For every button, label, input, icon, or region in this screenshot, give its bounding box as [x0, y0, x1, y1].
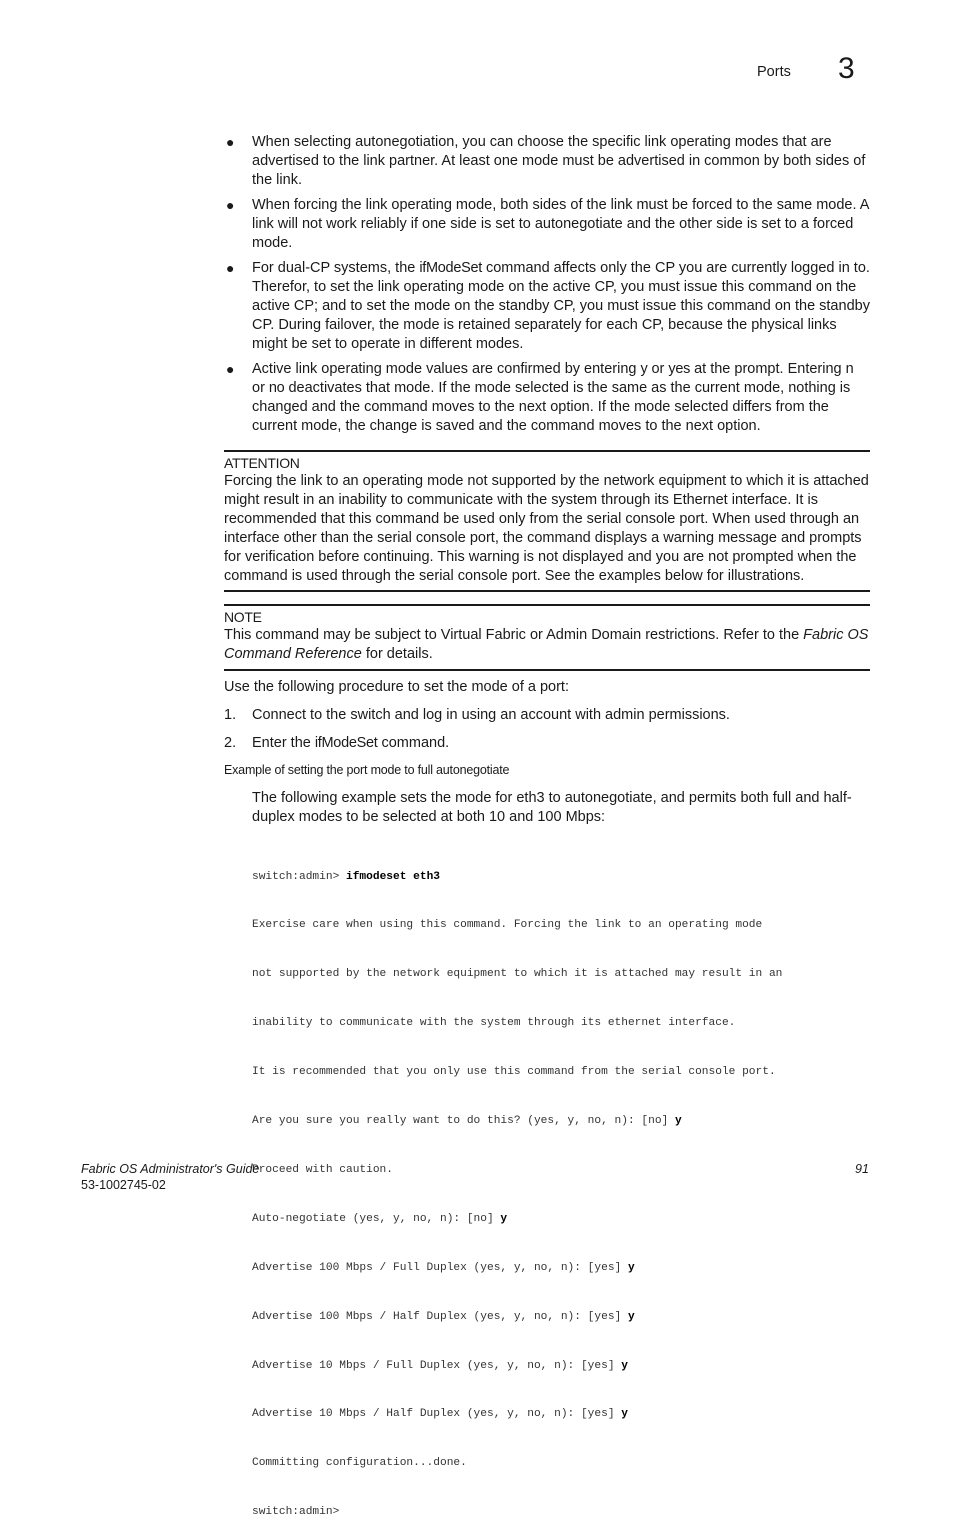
procedure-intro: Use the following procedure to set the mode of a port: [224, 679, 569, 695]
procedure-step: 1. Connect to the switch and log in using an account with admin permissions. [224, 707, 730, 723]
running-header-section: Ports [757, 64, 791, 80]
code-line: Committing configuration...done. [252, 1457, 467, 1470]
command-name: ifModeSet [314, 735, 378, 751]
example-description: The following example sets the mode for eth3 to autonegotiate, and permits both full and half-duplex modes to be selected at both 10 and 100 Mbps: [252, 790, 852, 825]
code-line: inability to communicate with the system through its ethernet interface. [252, 1017, 736, 1030]
procedure-step: 2. Enter the ifModeSet command. [224, 735, 450, 751]
attention-box [224, 450, 870, 592]
bullet-item: ● When selecting autonegotiation, you can choose the specific link operating modes that are advertised to the link partner. At least one mode must be advertised in common by both sides of the link. [226, 134, 866, 188]
chapter-number: 3 [838, 52, 855, 85]
command-name: ifModeSet [419, 260, 482, 276]
bullet-item: ● For dual-CP systems, the ifModeSet command affects only the CP you are currently logged in to. Therefor, to set the link operating mode on the active CP, you must issue this command on the active CP; and to set the mode on the standby CP, you must issue this command on the standby CP. During failover, the mode is retained separately for each CP, because the physical links might be set to operate in different modes. [226, 260, 870, 352]
footer-title: Fabric OS Administrator's Guide [81, 1162, 260, 1176]
step-number: 2. [224, 735, 237, 751]
bullet-icon: ● [226, 197, 235, 213]
attention-label: ATTENTION [224, 455, 300, 471]
code-line: Advertise 100 Mbps / Half Duplex (yes, y, no, n): [yes] y [252, 1310, 635, 1323]
procedure-steps [224, 706, 870, 762]
input-value: yes [668, 361, 691, 377]
code-line: Are you sure you really want to do this? (yes, y, no, n): [no] y [252, 1115, 682, 1128]
code-line: Proceed with caution. [252, 1163, 393, 1176]
attention-text: Forcing the link to an operating mode not supported by the network equipment to which it is attached might result in an inability to communicate with the system through its Ethernet interface. It is recommended that this command be used only from the serial console port. When used through an interface other than the serial console port, the command displays a warning message and prompts for verification before continuing. This warning is not displayed and you are not prompted when the command is used through the serial console port. See the examples below for illustrations. [224, 473, 869, 584]
page-number: 91 [855, 1162, 869, 1176]
code-line: Advertise 10 Mbps / Half Duplex (yes, y, no, n): [yes] y [252, 1408, 628, 1421]
step-number: 1. [224, 707, 237, 723]
code-line: switch:admin> ifmodeset eth3 [252, 870, 440, 883]
input-value: y [640, 361, 648, 377]
bullet-list [224, 133, 870, 442]
code-line: Advertise 10 Mbps / Full Duplex (yes, y, no, n): [yes] y [252, 1359, 628, 1372]
bullet-icon: ● [226, 361, 235, 377]
code-line: Advertise 100 Mbps / Full Duplex (yes, y, no, n): [yes] y [252, 1261, 635, 1274]
bullet-icon: ● [226, 260, 235, 276]
reference-title: Fabric OS Command Reference [224, 627, 869, 662]
note-text: This command may be subject to Virtual Fabric or Admin Domain restrictions. Refer to the Fabric OS Command Reference for details. [224, 627, 869, 662]
code-line: switch:admin> [252, 1506, 340, 1519]
bullet-item: ● Active link operating mode values are confirmed by entering y or yes at the prompt. Entering n or no deactivates that mode. If the mode selected is the same as the current mode, nothing is changed and the command moves to the next option. If the mode selected differs from the current mode, the change is saved and the command moves to the next option. [226, 361, 854, 434]
input-value: n [845, 361, 854, 377]
bullet-icon: ● [226, 134, 235, 150]
code-line: not supported by the network equipment to which it is attached may result in an [252, 968, 783, 981]
footer-doc-number: 53-1002745-02 [81, 1178, 166, 1192]
code-line: Auto-negotiate (yes, y, no, n): [no] y [252, 1212, 508, 1225]
code-line: Exercise care when using this command. Forcing the link to an operating mode [252, 919, 763, 932]
bullet-item: ● When forcing the link operating mode, both sides of the link must be forced to the same mode. A link will not work reliably if one side is set to autonegotiate and the other side is set to a forced mode. [226, 197, 869, 251]
input-value: no [268, 380, 285, 396]
note-box [224, 604, 870, 671]
example-title: Example of setting the port mode to full autonegotiate [224, 763, 510, 777]
code-line: It is recommended that you only use this command from the serial console port. [252, 1066, 776, 1079]
code-block [252, 836, 782, 1537]
note-label: NOTE [224, 609, 262, 625]
